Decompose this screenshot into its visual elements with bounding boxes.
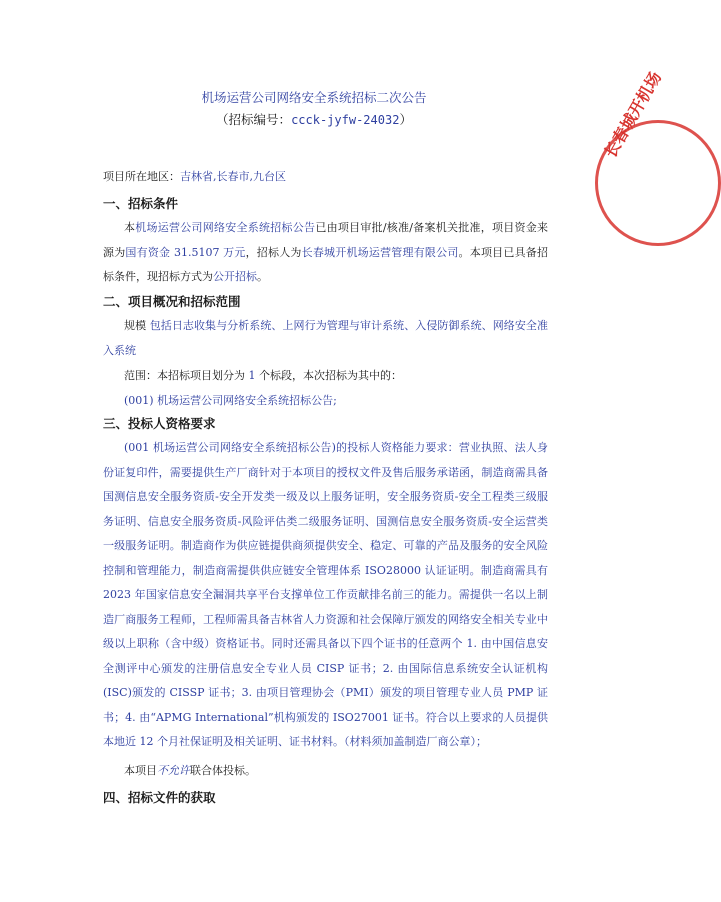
scale-label: 规模 xyxy=(124,319,147,332)
tender-number-prefix: （招标编号： xyxy=(216,112,292,127)
scope-text-a: 范围：本招标项目划分为 xyxy=(124,369,249,382)
s1-text-g: 。本项目已具备招标条件，现招标方式为 xyxy=(103,245,549,283)
project-location xyxy=(103,165,548,190)
document-title: 机场运营公司网络安全系统招标二次公告 xyxy=(201,90,427,105)
s1-text-e: ，招标人为 xyxy=(245,245,302,259)
scale-value: 包括日志收集与分析系统、上网行为管理与审计系统、入侵防御系统、网络安全准入系统 xyxy=(103,319,549,357)
joint-bid-note xyxy=(124,759,548,784)
scope-lot-count: 1 xyxy=(248,369,256,382)
joint-not-allowed: 不允许 xyxy=(157,764,190,777)
scope-text-c: 个标段，本次招标为其中的： xyxy=(255,369,402,382)
s1-method: 公开招标 xyxy=(213,270,257,283)
location-label: 项目所在地区： xyxy=(103,170,180,183)
official-seal-text: 长春城开机场 xyxy=(600,68,666,161)
section-1-paragraph xyxy=(103,216,548,290)
section-2-scope xyxy=(124,364,548,389)
section-heading-1: 一、招标条件 xyxy=(103,196,179,211)
section-heading-2: 二、项目概况和招标范围 xyxy=(103,294,241,309)
section-2-lot: (001) 机场运营公司网络安全系统招标公告; xyxy=(124,394,337,407)
s1-text-c: 已由项目审批/核准/备案机关批准，项目资金来源为 xyxy=(103,221,549,259)
s1-tenderer: 长春城开机场运营管理有限公司 xyxy=(301,245,459,259)
s1-funding: 国有资金 31.5107 万元 xyxy=(125,245,246,259)
joint-text-a: 本项目 xyxy=(124,764,157,777)
requirements-text: (001 机场运营公司网络安全系统招标公告)的投标人资格能力要求：营业执照、法人身份证复印件，需要提供生产厂商针对于本项目的授权文件及售后服务承诺函，制造商需具备国测信息安全服务资质-安全开发类一级及以上服务证明，安全服务资质-安全工程类三级服务证明、信息安全服务资质-风险评估类二级服务证明、国测信息安全服务资质-安全运营类一级服务证明。制造商作为供应链提供商须提供安全、稳定、可靠的产品及服务的安全风险控制和管理能力，制造商需提供供应链安全管理体系 ISO28000 认证证明。制造商需具有 2023 年国家信息安全漏洞共享平台支撑单位工作贡献排名前三的能力。需提供一名以上制造厂商服务工程师，工程师需具备吉林省人力资源和社会保障厅颁发的网络安全相关专业中级以上职称（含中级）资格证书。同时还需具备以下四个证书的任意两个 1. 由中国信息安全测评中心颁发的注册信息安全专业人员 CISP 证书；2. 由国际信息系统安全认证机构(ISC)颁发的 CISSP 证书；3. 由项目管理协会（PMI）颁发的项目管理专业人员 PMP 证书；4. 由“APMG International”机构颁发的 ISO27001 证书。符合以上要求的人员提供本地近 12 个月社保证明及相关证明、证书材料。（材料须加盖制造厂商公章）； xyxy=(103,441,548,748)
tender-number xyxy=(0,110,628,128)
tender-number-code: ccck-jyfw-24032 xyxy=(291,113,400,127)
section-heading-4: 四、招标文件的获取 xyxy=(103,790,216,805)
s1-text-i: 。 xyxy=(257,270,268,283)
section-3-requirements xyxy=(103,436,548,755)
joint-text-c: 联合体投标。 xyxy=(190,764,256,777)
section-heading-3: 三、投标人资格要求 xyxy=(103,416,216,431)
s1-text-a: 本 xyxy=(124,221,136,234)
s1-project-name: 机场运营公司网络安全系统招标公告 xyxy=(135,221,316,234)
location-value: 吉林省,长春市,九台区 xyxy=(180,170,286,183)
section-2-scale xyxy=(103,314,548,363)
tender-number-suffix: ） xyxy=(399,112,412,127)
